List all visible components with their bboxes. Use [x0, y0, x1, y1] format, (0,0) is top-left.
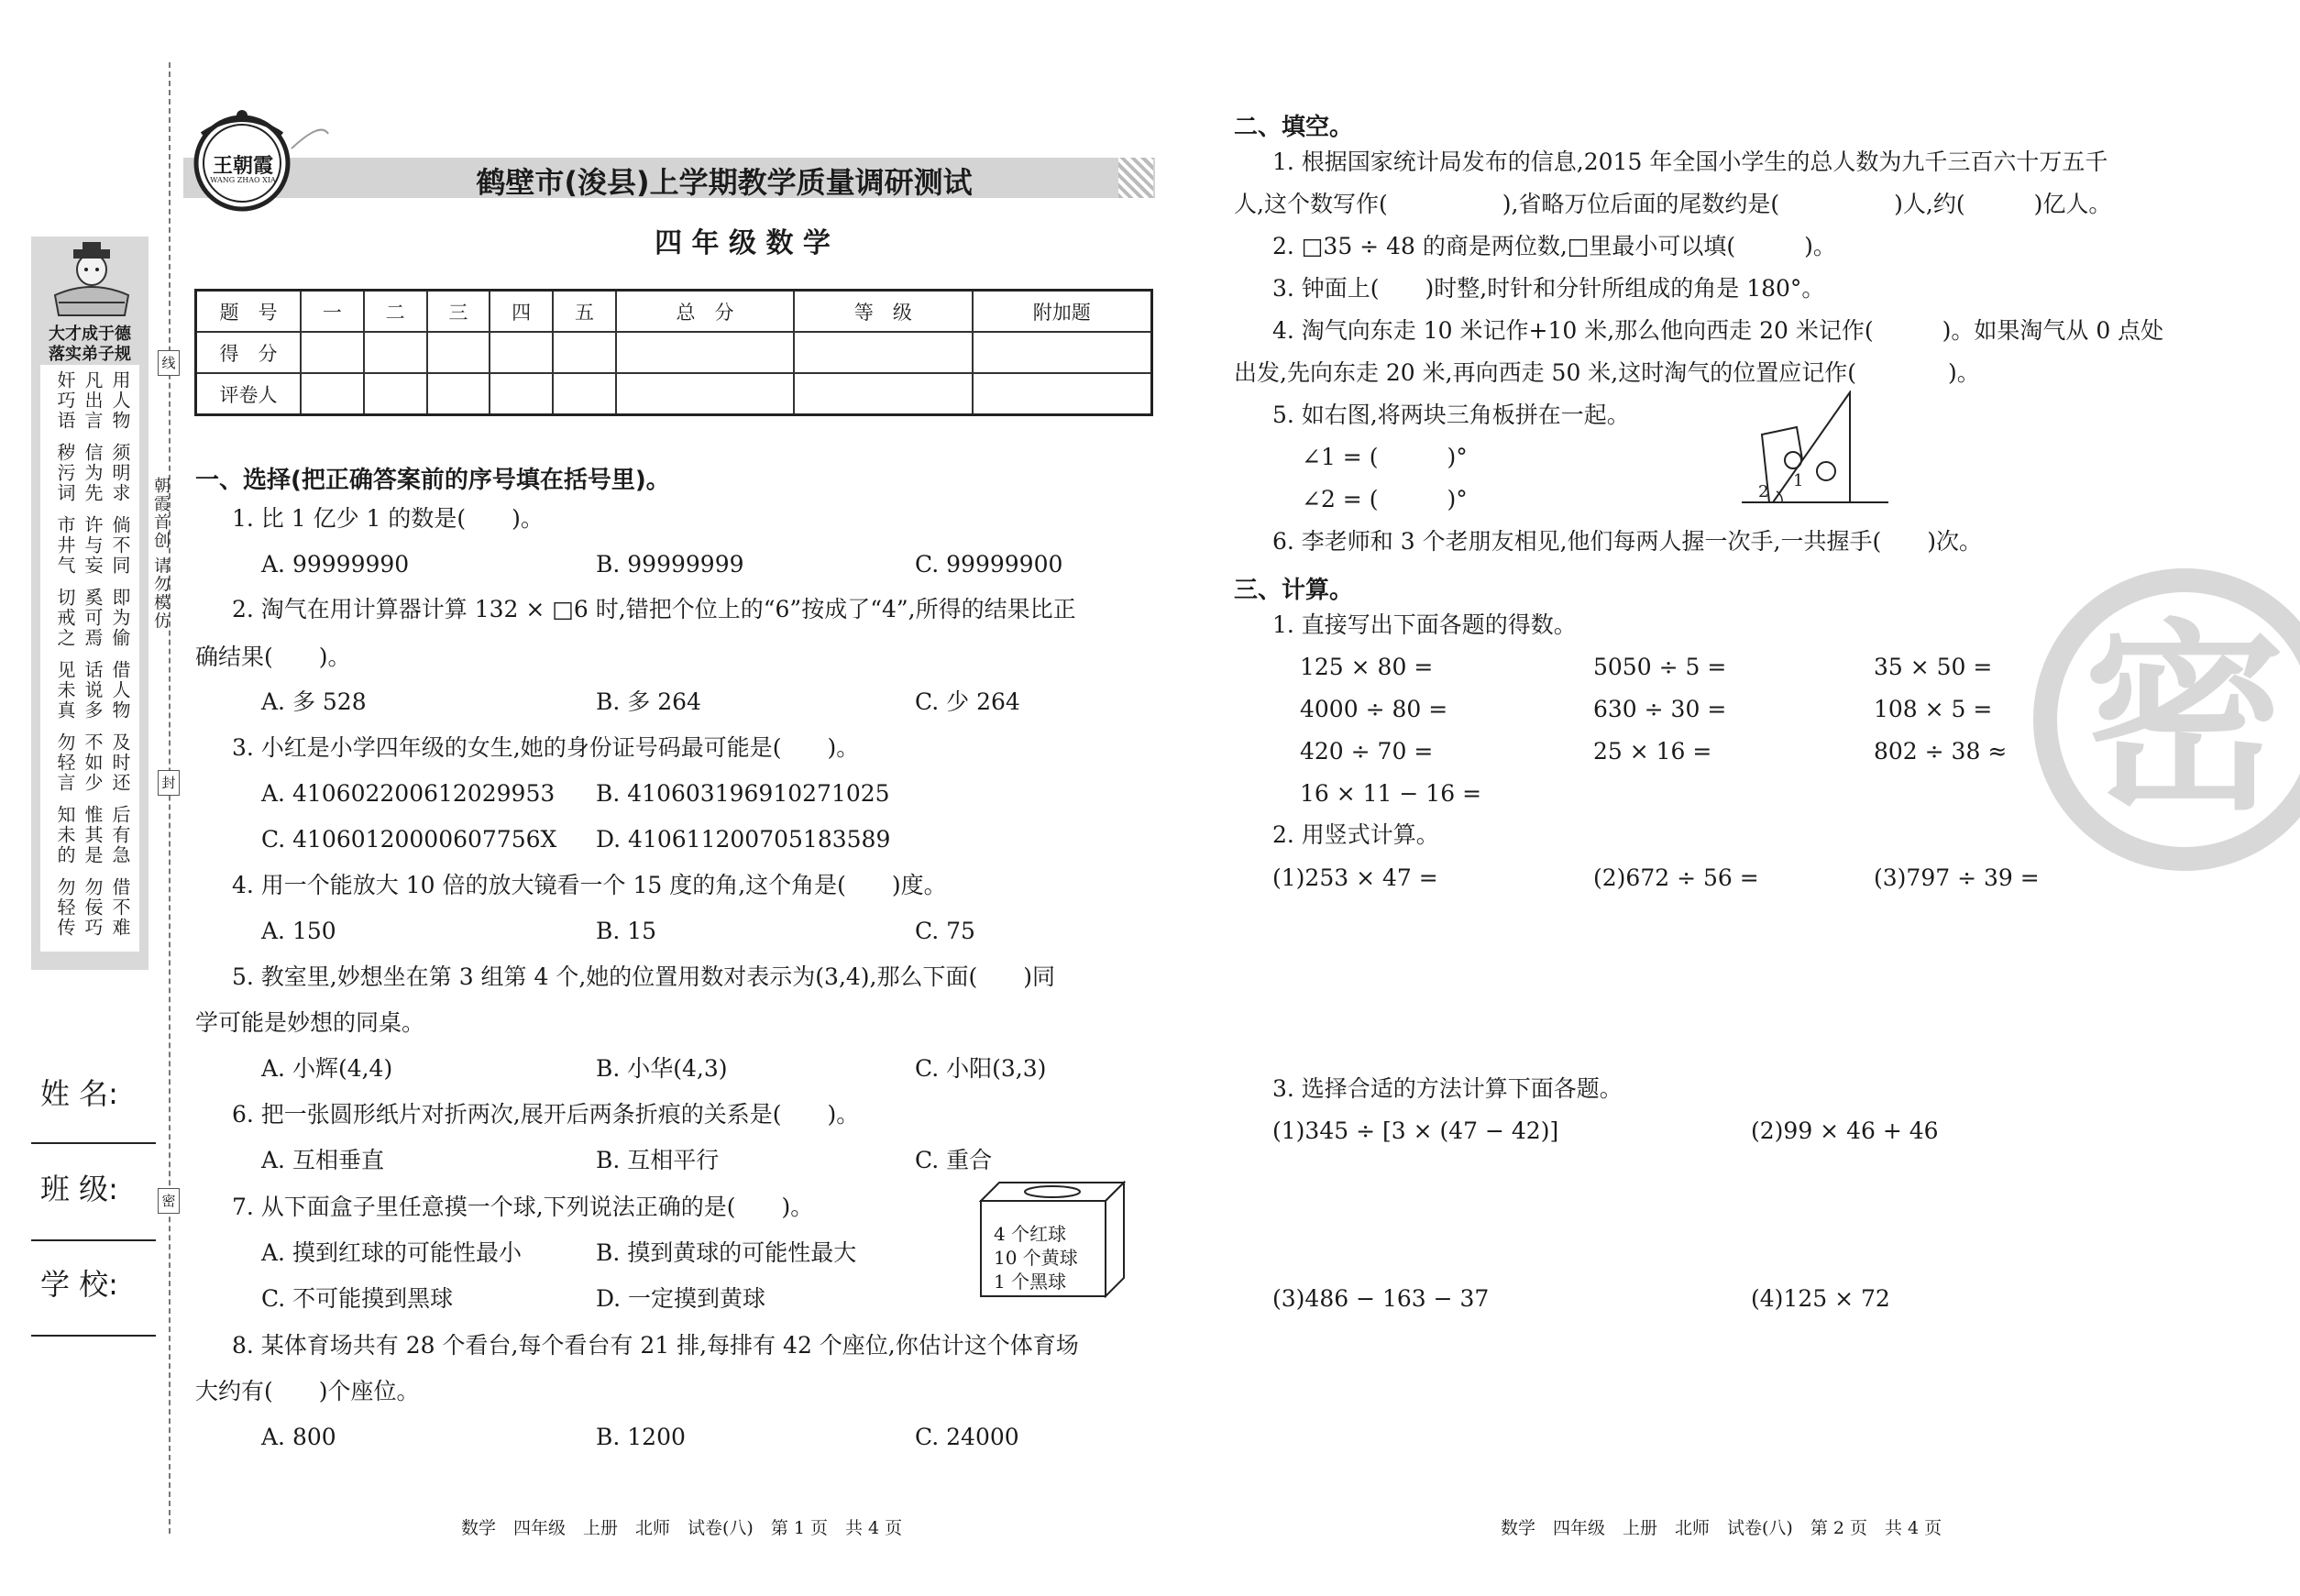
q4-stem: 4. 用一个能放大 10 倍的放大镜看一个 15 度的角,这个角是( )度。 — [232, 872, 947, 898]
score-cell[interactable] — [301, 332, 364, 373]
q7-option-b[interactable]: B. 摸到黄球的可能性最大 — [596, 1239, 857, 1266]
motto-column: 话说多 — [82, 660, 104, 721]
grader-cell[interactable] — [973, 373, 1152, 415]
table-header-cell: 四 — [490, 291, 553, 333]
motto-column: 即为偷 — [109, 588, 131, 648]
motto-column: 须明求 — [109, 443, 131, 503]
grader-cell[interactable] — [616, 373, 794, 415]
calc-p2-title: 2. 用竖式计算。 — [1272, 821, 1439, 848]
seal-char-2: 封 — [158, 770, 180, 796]
motto-column: 市井气 — [54, 515, 76, 576]
score-cell[interactable] — [553, 332, 616, 373]
name-field[interactable] — [31, 1142, 156, 1144]
grader-cell[interactable] — [794, 373, 972, 415]
scholar-figure — [46, 242, 138, 321]
fill-q4-line2: 出发,先向东走 20 米,再向西走 50 米,这时淘气的位置应记作( )。 — [1234, 359, 1980, 386]
motto-column: 切戒之 — [54, 588, 76, 648]
q2-option-a[interactable]: A. 多 528 — [261, 688, 367, 715]
class-field[interactable] — [31, 1239, 156, 1241]
grader-cell[interactable] — [427, 373, 490, 415]
q1-stem: 1. 比 1 亿少 1 的数是( )。 — [232, 505, 544, 532]
table-header-cell: 二 — [364, 291, 427, 333]
q7-option-a[interactable]: A. 摸到红球的可能性最小 — [261, 1239, 522, 1266]
q5-stem: 5. 教室里,妙想坐在第 3 组第 4 个,她的位置用数对表示为(3,4),那么下面( )同 — [232, 963, 1056, 990]
set-square-figure — [1742, 391, 1888, 510]
row-label-grader: 评卷人 — [196, 373, 302, 415]
oral-calc-item: 125 × 80 = — [1300, 654, 1434, 680]
vertical-calc-item: (1)253 × 47 = — [1272, 864, 1438, 891]
motto-group — [51, 370, 134, 436]
motto-column: 秽污词 — [54, 443, 76, 503]
fill-q1-line2: 人,这个数写作( ),省略万位后面的尾数约是( )人,约( )亿人。 — [1234, 191, 2112, 217]
q4-option-b[interactable]: B. 15 — [596, 918, 657, 944]
oral-calc-item: 16 × 11 − 16 = — [1300, 780, 1482, 807]
q2-stem-cont: 确结果( )。 — [195, 644, 351, 670]
box-black-count: 1 个黑球 — [994, 1271, 1067, 1293]
exam-subtitle: 四 年 级 数 学 — [655, 227, 831, 259]
q2-option-b[interactable]: B. 多 264 — [596, 688, 701, 715]
motto-group — [51, 805, 134, 871]
score-cell[interactable] — [427, 332, 490, 373]
ball-box — [979, 1179, 1126, 1298]
q6-option-a[interactable]: A. 互相垂直 — [261, 1147, 384, 1173]
cut-line — [169, 62, 171, 1534]
oral-calc-item: 420 ÷ 70 = — [1300, 738, 1434, 765]
q8-option-a[interactable]: A. 800 — [261, 1424, 336, 1450]
school-field[interactable] — [31, 1335, 156, 1337]
motto-column: 借不难 — [109, 877, 131, 938]
logo-text: 王朝霞 — [212, 154, 273, 178]
table-header-cell: 一 — [301, 291, 364, 333]
watermark-seal — [2033, 568, 2300, 871]
q5-stem-cont: 学可能是妙想的同桌。 — [195, 1009, 425, 1036]
table-row — [196, 373, 1152, 415]
q1-option-b[interactable]: B. 99999999 — [596, 551, 744, 578]
box-red-count: 4 个红球 — [994, 1223, 1067, 1245]
section2-title: 二、填空。 — [1234, 114, 1354, 141]
motto-group — [51, 588, 134, 654]
name-label: 姓 名: — [40, 1076, 118, 1111]
vertical-calc-item: (3)797 ÷ 39 = — [1874, 864, 2040, 891]
motto-column: 不如少 — [82, 732, 104, 793]
table-row — [196, 332, 1152, 373]
q5-option-a[interactable]: A. 小辉(4,4) — [261, 1055, 393, 1082]
grader-cell[interactable] — [301, 373, 364, 415]
vertical-calc-item: (2)672 ÷ 56 = — [1593, 864, 1759, 891]
fill-q5-angle2: ∠2 = ( )° — [1302, 486, 1468, 512]
score-cell[interactable] — [490, 332, 553, 373]
section1-title: 一、选择(把正确答案前的序号填在括号里)。 — [195, 467, 670, 494]
motto-column: 奸巧语 — [54, 370, 76, 431]
motto-column: 信为先 — [82, 443, 104, 503]
q8-option-c[interactable]: C. 24000 — [915, 1424, 1019, 1450]
q2-stem: 2. 淘气在用计算器计算 132 × □6 时,错把个位上的“6”按成了“4”,所得的结果比正 — [232, 596, 1076, 622]
q8-option-b[interactable]: B. 1200 — [596, 1424, 686, 1450]
table-header-cell: 等 级 — [794, 291, 972, 333]
q6-option-b[interactable]: B. 互相平行 — [596, 1147, 720, 1173]
fig-label-1: 1 — [1793, 471, 1804, 490]
logo — [183, 103, 330, 213]
exam-title: 鹤壁市(浚县)上学期教学质量调研测试 — [476, 165, 973, 200]
q3-option-d[interactable]: D. 410611200705183589 — [596, 826, 891, 853]
table-header-cell: 附加题 — [973, 291, 1152, 333]
smart-calc-item: (2)99 × 46 + 46 — [1751, 1117, 1939, 1144]
motto-group — [51, 443, 134, 509]
q7-option-c[interactable]: C. 不可能摸到黑球 — [261, 1285, 454, 1312]
motto-group — [51, 732, 134, 798]
box-yellow-count: 10 个黄球 — [994, 1247, 1078, 1269]
fill-q5: 5. 如右图,将两块三角板拼在一起。 — [1272, 402, 1630, 428]
grader-cell[interactable] — [553, 373, 616, 415]
fig-label-2: 2 — [1758, 482, 1769, 501]
fill-q5-angle1: ∠1 = ( )° — [1302, 444, 1468, 470]
motto-group — [51, 660, 134, 726]
smart-calc-item: (3)486 − 163 − 37 — [1272, 1285, 1490, 1312]
q1-option-c[interactable]: C. 99999900 — [915, 551, 1063, 578]
q6-option-c[interactable]: C. 重合 — [915, 1147, 993, 1173]
q8-stem: 8. 某体育场共有 28 个看台,每个看台有 21 排,每排有 42 个座位,你估计这个体育场 — [232, 1332, 1079, 1359]
score-cell[interactable] — [973, 332, 1152, 373]
title-band-dots — [1118, 158, 1153, 198]
motto-column: 勿佞巧 — [82, 877, 104, 938]
slogan-1: 大才成于德 — [49, 325, 131, 344]
oral-calc-item: 802 ÷ 38 ≈ — [1874, 738, 2008, 765]
table-header-cell: 三 — [427, 291, 490, 333]
motto-column: 用人物 — [109, 370, 131, 431]
seal-char-3: 密 — [158, 1188, 180, 1214]
motto-column: 凡出言 — [82, 370, 104, 431]
motto-group — [51, 877, 134, 943]
motto-column: 奚可焉 — [82, 588, 104, 648]
score-cell[interactable] — [364, 332, 427, 373]
table-header-cell: 题 号 — [196, 291, 302, 333]
motto-group — [51, 515, 134, 581]
motto-column: 借人物 — [109, 660, 131, 721]
q5-option-b[interactable]: B. 小华(4,3) — [596, 1055, 728, 1082]
footer-right: 数学 四年级 上册 北师 试卷(八) 第 2 页 共 4 页 — [1501, 1518, 1942, 1538]
motto-column: 勿轻言 — [54, 732, 76, 793]
school-label: 学 校: — [40, 1267, 118, 1302]
table-header-cell: 五 — [553, 291, 616, 333]
oral-calc-item: 4000 ÷ 80 = — [1300, 696, 1448, 722]
grader-cell[interactable] — [490, 373, 553, 415]
oral-calc-item: 630 ÷ 30 = — [1593, 696, 1727, 722]
q3-stem: 3. 小红是小学四年级的女生,她的身份证号码最可能是( )。 — [232, 734, 860, 761]
oral-calc-item: 25 × 16 = — [1593, 738, 1712, 765]
calc-p3-title: 3. 选择合适的方法计算下面各题。 — [1272, 1075, 1623, 1102]
motto-column: 知未的 — [54, 805, 76, 865]
motto-columns — [51, 370, 134, 950]
footer-left: 数学 四年级 上册 北师 试卷(八) 第 1 页 共 4 页 — [461, 1518, 903, 1538]
vertical-note: 朝霞首创 请勿模仿 — [151, 477, 171, 631]
watermark-char: 密 — [2083, 602, 2285, 837]
fill-q3: 3. 钟面上( )时整,时针和分针所组成的角是 180°。 — [1272, 275, 1825, 302]
slogan-2: 落实弟子规 — [49, 345, 131, 364]
motto-column: 倘不同 — [109, 515, 131, 576]
score-cell[interactable] — [616, 332, 794, 373]
score-cell[interactable] — [794, 332, 972, 373]
fill-q4-line1: 4. 淘气向东走 10 米记作+10 米,那么他向西走 20 米记作( )。如果淘气从 0 点处 — [1272, 317, 2164, 344]
motto-column: 许与妄 — [82, 515, 104, 576]
motto-column: 后有急 — [109, 805, 131, 865]
smart-calc-item: (4)125 × 72 — [1751, 1285, 1890, 1312]
motto-column: 勿轻传 — [54, 877, 76, 938]
motto-column: 惟其是 — [82, 805, 104, 865]
q3-option-a[interactable]: A. 410602200612029953 — [261, 780, 556, 807]
q3-option-c[interactable]: C. 41060120000607756X — [261, 826, 557, 853]
q7-stem: 7. 从下面盒子里任意摸一个球,下列说法正确的是( )。 — [232, 1194, 814, 1220]
row-label-score: 得 分 — [196, 332, 302, 373]
q6-stem: 6. 把一张圆形纸片对折两次,展开后两条折痕的关系是( )。 — [232, 1101, 860, 1128]
fill-q6: 6. 李老师和 3 个老朋友相见,他们每两人握一次手,一共握手( )次。 — [1272, 528, 1983, 555]
class-label: 班 级: — [40, 1172, 118, 1206]
q5-option-c[interactable]: C. 小阳(3,3) — [915, 1055, 1047, 1082]
q3-option-b[interactable]: B. 410603196910271025 — [596, 780, 890, 807]
q1-option-a[interactable]: A. 99999990 — [261, 551, 410, 578]
oral-calc-item: 108 × 5 = — [1874, 696, 1993, 722]
score-table — [194, 289, 1153, 416]
q4-option-a[interactable]: A. 150 — [261, 918, 336, 944]
motto-column: 见未真 — [54, 660, 76, 721]
smart-calc-item: (1)345 ÷ [3 × (47 − 42)] — [1272, 1117, 1559, 1144]
fill-q1-line1: 1. 根据国家统计局发布的信息,2015 年全国小学生的总人数为九千三百六十万五千 — [1272, 149, 2108, 175]
logo-sub: WANG ZHAO XIA — [210, 176, 276, 184]
calc-p1-title: 1. 直接写出下面各题的得数。 — [1272, 611, 1577, 638]
grader-cell[interactable] — [364, 373, 427, 415]
oral-calc-item: 35 × 50 = — [1874, 654, 1993, 680]
q7-option-d[interactable]: D. 一定摸到黄球 — [596, 1285, 766, 1312]
section3-title: 三、计算。 — [1234, 577, 1354, 604]
table-row — [196, 291, 1152, 333]
fill-q2: 2. □35 ÷ 48 的商是两位数,□里最小可以填( )。 — [1272, 233, 1836, 259]
q8-stem-cont: 大约有( )个座位。 — [195, 1378, 420, 1404]
motto-column: 及时还 — [109, 732, 131, 793]
q4-option-c[interactable]: C. 75 — [915, 918, 975, 944]
q2-option-c[interactable]: C. 少 264 — [915, 688, 1020, 715]
table-header-cell: 总 分 — [616, 291, 794, 333]
seal-char-1: 线 — [158, 350, 180, 376]
oral-calc-item: 5050 ÷ 5 = — [1593, 654, 1727, 680]
